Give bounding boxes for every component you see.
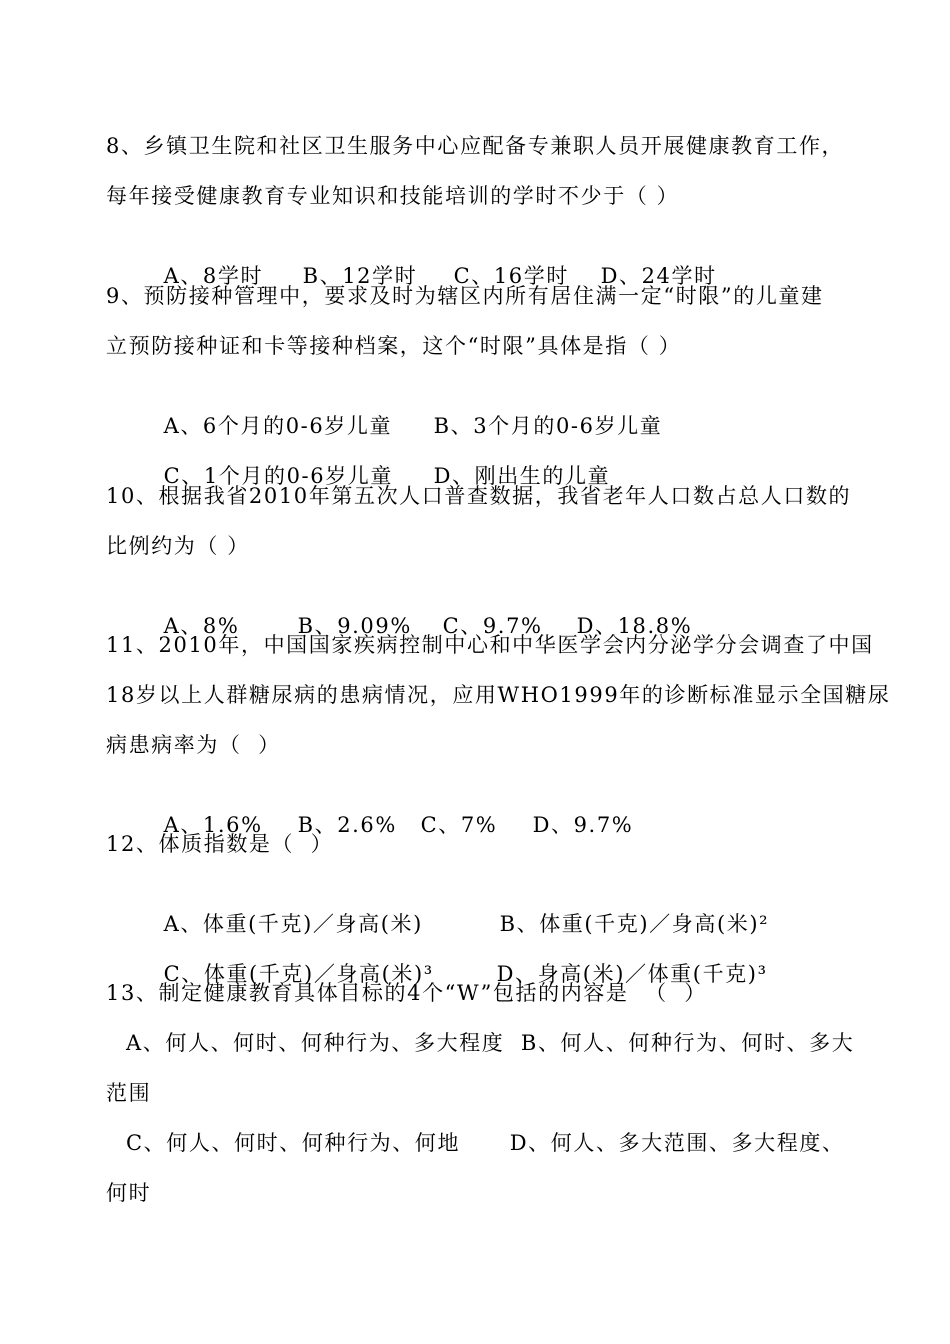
question-10-stem-line-2: 比例约为（ ）	[106, 534, 250, 558]
option-b: B、12学时	[302, 264, 418, 288]
option-c: C、9.7%	[442, 614, 543, 638]
option-c: C、1个月的0-6岁儿童	[163, 464, 394, 488]
option-a: A、1.6%	[163, 813, 263, 837]
option-d: D、身高(米)／体重(千克)³	[496, 962, 768, 986]
question-12-stem: 12、体质指数是（ ）	[106, 832, 334, 856]
question-13-options-line-1: A、何人、何时、何种行为、多大程度 B、何人、何种行为、何时、多大	[126, 1031, 855, 1055]
question-13-stem: 13、制定健康教育具体目标的4个“W”包括的内容是 （ ）	[106, 981, 707, 1005]
option-a: A、体重(千克)／身高(米)	[163, 912, 423, 936]
option-b: B、3个月的0-6岁儿童	[433, 414, 663, 438]
question-13-options-line-3: C、何人、何时、何种行为、何地 D、何人、多大范围、多大程度、	[126, 1131, 845, 1155]
question-13-options-line-2: 范围	[106, 1081, 152, 1105]
option-c: C、16学时	[453, 264, 569, 288]
option-c: C、7%	[420, 813, 498, 837]
question-13-options-line-4: 何时	[106, 1181, 152, 1205]
question-11-stem-line-2: 18岁以上人群糖尿病的患病情况，应用WHO1999年的诊断标准显示全国糖尿	[106, 683, 891, 707]
question-10-options	[147, 581, 693, 638]
question-8-options	[147, 231, 717, 288]
question-8-stem-line-2: 每年接受健康教育专业知识和技能培训的学时不少于（ ）	[106, 184, 680, 208]
question-9-stem-line-1: 9、预防接种管理中，要求及时为辖区内所有居住满一定“时限”的儿童建	[106, 284, 824, 308]
option-d: D、18.8%	[576, 614, 693, 638]
option-b: B、体重(千克)／身高(米)²	[499, 912, 770, 936]
option-d: D、刚出生的儿童	[433, 464, 611, 488]
question-10-stem-line-1: 10、根据我省2010年第五次人口普查数据，我省老年人口数占总人口数的	[106, 484, 852, 508]
question-11-options	[147, 780, 634, 837]
question-9-options-row-2	[147, 431, 611, 488]
question-9-options-row-1	[147, 381, 663, 438]
option-a: A、6个月的0-6岁儿童	[163, 414, 393, 438]
option-d: D、9.7%	[532, 813, 634, 837]
option-a: A、8%	[163, 614, 240, 638]
option-a: A、8学时	[163, 264, 264, 288]
question-8-stem-line-1: 8、乡镇卫生院和社区卫生服务中心应配备专兼职人员开展健康教育工作，	[106, 134, 845, 158]
question-12-options-row-2	[147, 929, 768, 986]
option-b: B、9.09%	[297, 614, 412, 638]
option-c: C、体重(千克)／身高(米)³	[163, 962, 434, 986]
option-d: D、24学时	[600, 264, 717, 288]
question-9-stem-line-2: 立预防接种证和卡等接种档案，这个“时限”具体是指（ ）	[106, 334, 682, 358]
question-11-stem-line-3: 病患病率为（ ）	[106, 733, 281, 757]
option-b: B、2.6%	[297, 813, 397, 837]
question-11-stem-line-1: 11、2010年，中国国家疾病控制中心和中华医学会内分泌学分会调查了中国	[106, 633, 874, 657]
question-12-options-row-1	[147, 879, 770, 936]
